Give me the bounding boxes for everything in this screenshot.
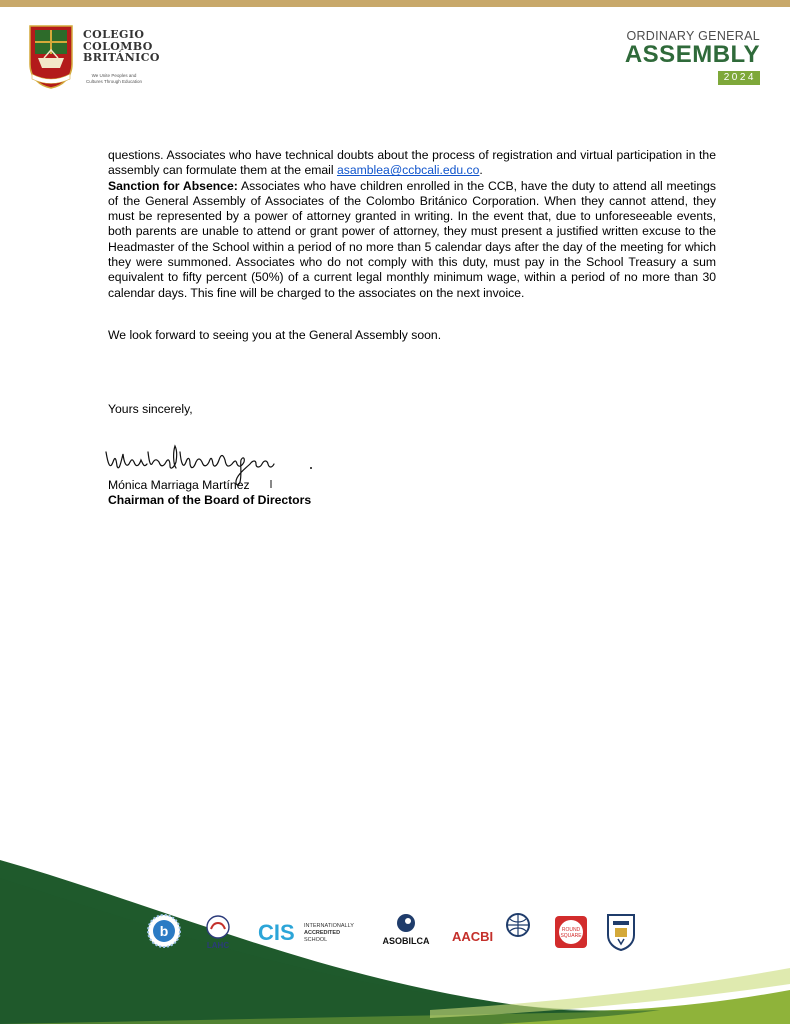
school-name-line-3: BRITÁNICO (83, 51, 160, 64)
assembly-title: ASSEMBLY (624, 41, 760, 68)
email-link[interactable]: asamblea@ccbcali.edu.co (336, 163, 480, 178)
paragraph-sanction (108, 179, 716, 301)
asobilca-badge-icon (378, 911, 434, 953)
yours-sincerely: Yours sincerely, (108, 402, 193, 416)
cis-badge-line-1: INTERNATIONALLY (304, 923, 354, 929)
signer-block (108, 478, 311, 509)
signer-name: Mónica Marriaga Martínez (108, 478, 250, 492)
school-tagline: We Unite Peoples and Cultures Through Education (86, 73, 142, 84)
sanction-text: Associates who have children enrolled in the CCB, have the duty to attend all meetings of the General Assembly of Associates of the Colombo Británico Corporation. When they cannot attend, they must be represented by a power of attorney granted in writing. In the event that, due to unforeseeable events, both parents are unable to attend or grant power of attorney, they must present a justified written excuse to the Headmaster of the School within a period of no more than 5 calendar days after the day of the meeting for which they were summoned. Associates who do not comply with this duty, must pay in the School Treasury a sum equivalent to fifty percent (50%) of a current legal monthly minimum wage, within a period of no more than 30 calendar days. This fine will be charged to the associates on the next invoice. (108, 178, 716, 300)
school-name (83, 29, 160, 64)
lahc-badge-text: LAHC (206, 941, 230, 950)
letter-body (108, 148, 716, 301)
aacbi-badge-text: AACBI (452, 929, 494, 944)
ib-badge-text: b (159, 923, 169, 939)
school-name-line-1: COLEGIO (83, 28, 145, 41)
round-square-line-2: SQUARE (560, 933, 582, 939)
closing-line: We look forward to seeing you at the General Assembly soon. (108, 328, 442, 342)
school-crest-icon (26, 24, 76, 90)
school-logo (26, 24, 176, 94)
round-square-line-1: ROUND (561, 927, 581, 933)
assembly-year-badge: 2024 (718, 71, 760, 85)
school-name-line-2: COLOMBO (83, 39, 153, 53)
shield-badge-icon (606, 913, 636, 951)
paragraph-questions-text: questions. Associates who have technical doubts about the process of registration and virtual participation in the assembly can formulate them at the email (108, 148, 716, 178)
signer-role: Chairman of the Board of Directors (108, 493, 312, 508)
ib-badge-icon (146, 913, 182, 949)
paragraph-questions-end: . (479, 163, 483, 178)
asobilca-badge-text: ASOBILCA (382, 936, 430, 946)
cis-badge-line-2: ACCREDITED (304, 930, 341, 936)
assembly-subtitle: ORDINARY GENERAL (626, 29, 760, 43)
cis-badge-logo: CIS (258, 920, 295, 945)
cis-badge-line-3: SCHOOL (304, 937, 328, 943)
round-square-badge-icon (554, 915, 588, 949)
aacbi-badge-icon (452, 911, 538, 951)
cis-badge-icon (258, 919, 362, 945)
top-gold-bar (0, 0, 790, 7)
lahc-badge-icon (200, 911, 236, 955)
assembly-heading (625, 30, 760, 85)
paragraph-questions (108, 148, 716, 179)
sanction-label: Sanction for Absence: (108, 178, 238, 193)
accreditation-badges (0, 905, 790, 965)
